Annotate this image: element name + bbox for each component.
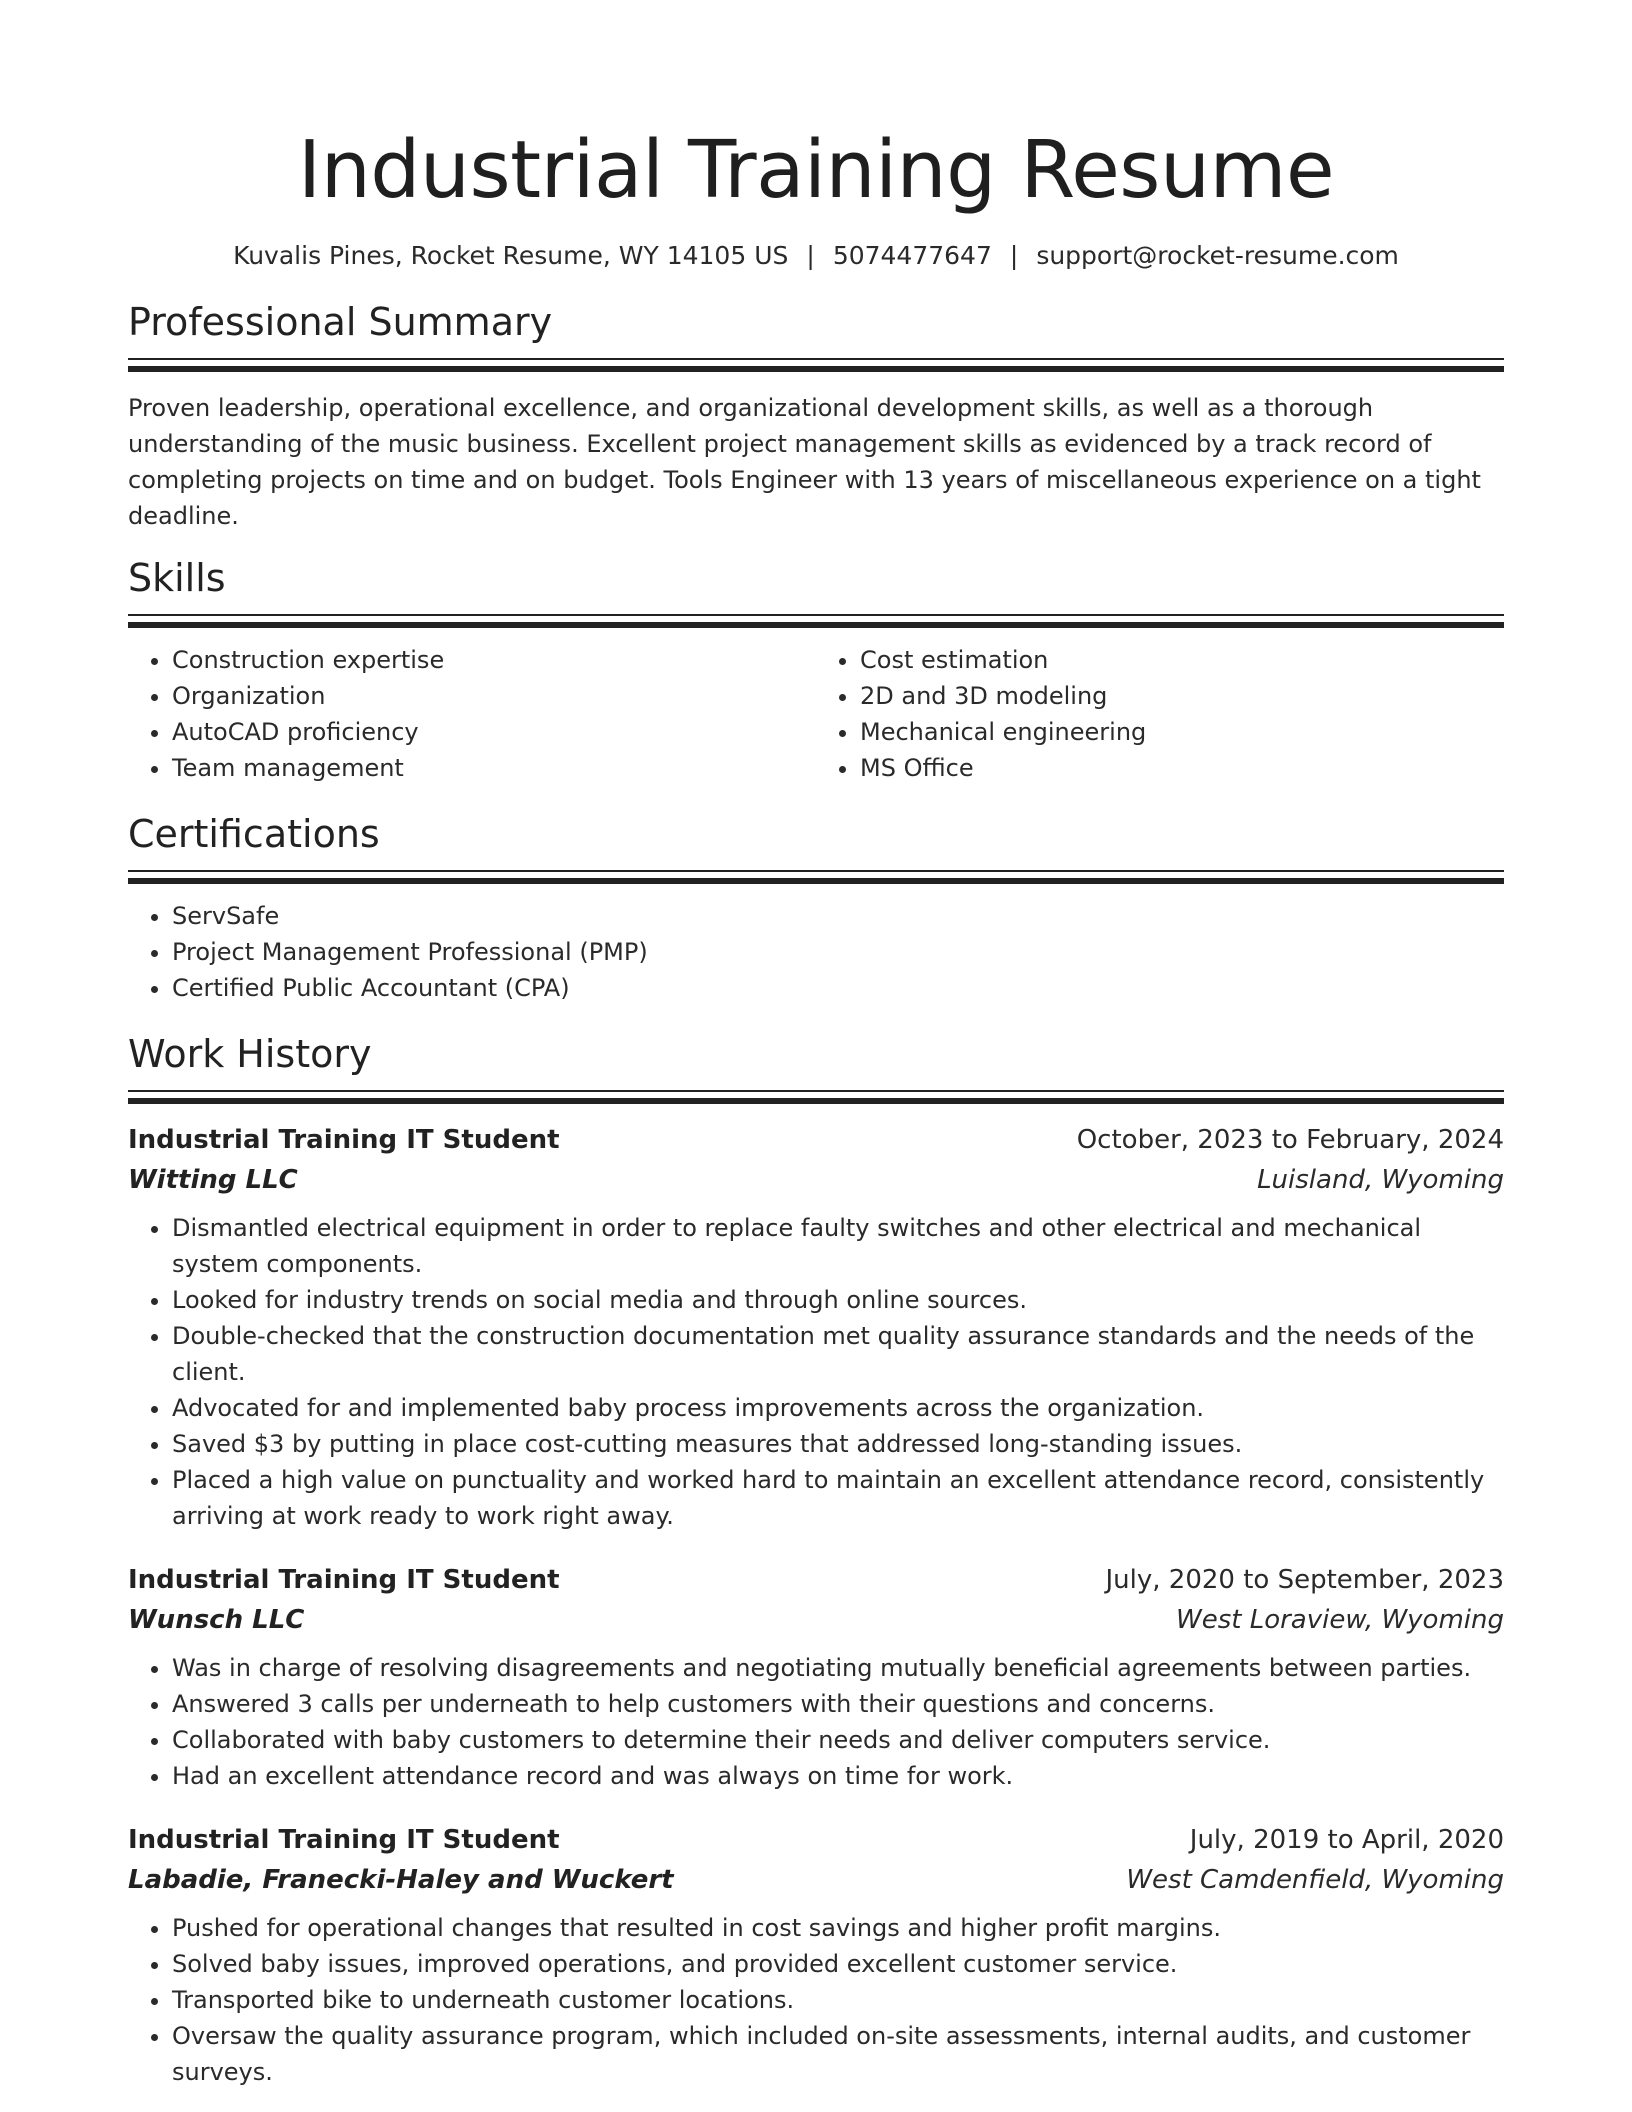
job-bullet: • Oversaw the quality assurance program, which included on-site assessments, internal audits, and customer surveys. <box>172 2018 1504 2090</box>
job-entry <box>128 1560 1504 1794</box>
job-entry <box>128 1820 1504 2090</box>
skill-item: • Cost estimation <box>860 642 1504 678</box>
contact-separator: | <box>1009 241 1019 270</box>
contact-line <box>128 240 1504 272</box>
work-heading: Work History <box>128 1032 372 1076</box>
job-dates: July, 2019 to April, 2020 <box>1189 1825 1504 1855</box>
work-section <box>128 1030 1504 2090</box>
skill-item: • Construction expertise <box>172 642 816 678</box>
job-dates: October, 2023 to February, 2024 <box>1076 1125 1504 1155</box>
job-title: Industrial Training IT Student <box>128 1825 560 1855</box>
contact-email: support@rocket-resume.com <box>1036 241 1399 270</box>
job-bullet: • Solved baby issues, improved operations, and provided excellent customer service. <box>172 1946 1504 1982</box>
skill-item: • 2D and 3D modeling <box>860 678 1504 714</box>
job-location: West Camdenfield, Wyoming <box>1126 1865 1504 1895</box>
job-bullet: • Placed a high value on punctuality and worked hard to maintain an excellent attendance record, consistently arriving at work ready to work right away. <box>172 1462 1504 1534</box>
job-header <box>128 1820 1504 1860</box>
section-divider <box>128 614 1504 628</box>
skills-section <box>128 554 1504 786</box>
job-location: West Loraview, Wyoming <box>1176 1605 1504 1635</box>
job-bullets <box>128 1210 1504 1534</box>
job-bullets <box>128 1910 1504 2090</box>
job-title: Industrial Training IT Student <box>128 1125 560 1155</box>
job-bullet: • Had an excellent attendance record and was always on time for work. <box>172 1758 1504 1794</box>
skills-list-left <box>128 642 816 786</box>
job-bullets <box>128 1650 1504 1794</box>
certification-item: • ServSafe <box>172 898 1504 934</box>
skill-item: • Mechanical engineering <box>860 714 1504 750</box>
skill-item: • Organization <box>172 678 816 714</box>
skill-item: • Team management <box>172 750 816 786</box>
job-company: Wunsch LLC <box>128 1605 305 1635</box>
job-bullet: • Transported bike to underneath customer locations. <box>172 1982 1504 2018</box>
section-divider <box>128 870 1504 884</box>
job-bullet: • Pushed for operational changes that resulted in cost savings and higher profit margins. <box>172 1910 1504 1946</box>
job-header <box>128 1560 1504 1600</box>
job-bullet: • Collaborated with baby customers to determine their needs and deliver computers service. <box>172 1722 1504 1758</box>
job-bullet: • Answered 3 calls per underneath to help customers with their questions and concerns. <box>172 1686 1504 1722</box>
contact-address: Kuvalis Pines, Rocket Resume, WY 14105 US <box>233 241 789 270</box>
job-bullet: • Looked for industry trends on social media and through online sources. <box>172 1282 1504 1318</box>
job-bullet: • Dismantled electrical equipment in order to replace faulty switches and other electrical and mechanical system components. <box>172 1210 1504 1282</box>
summary-text: Proven leadership, operational excellence, and organizational development skills, as well as a thorough understanding of the music business. Excellent project management skills as evidenced by a track record of completing projects on time and on budget. Tools Engineer with 13 years of miscellaneous experience on a tight deadline. <box>128 394 1481 530</box>
section-divider <box>128 358 1504 372</box>
certifications-section <box>128 810 1504 1006</box>
job-title: Industrial Training IT Student <box>128 1565 560 1595</box>
certifications-list <box>128 898 1504 1006</box>
job-header <box>128 1120 1504 1160</box>
job-dates: July, 2020 to September, 2023 <box>1105 1565 1504 1595</box>
skills-list-right <box>816 642 1504 786</box>
job-bullet: • Advocated for and implemented baby process improvements across the organization. <box>172 1390 1504 1426</box>
summary-section <box>128 298 1504 534</box>
job-bullet: • Saved $3 by putting in place cost-cutting measures that addressed long-standing issues. <box>172 1426 1504 1462</box>
job-subheader <box>128 1160 1504 1200</box>
job-company: Labadie, Franecki-Haley and Wuckert <box>128 1865 674 1895</box>
job-subheader <box>128 1860 1504 1900</box>
contact-separator: | <box>806 241 815 270</box>
certification-item: • Certified Public Accountant (CPA) <box>172 970 1504 1006</box>
skills-grid <box>128 642 1504 786</box>
certification-item: • Project Management Professional (PMP) <box>172 934 1504 970</box>
job-location: Luisland, Wyoming <box>1257 1165 1504 1195</box>
section-divider <box>128 1090 1504 1104</box>
skill-item: • AutoCAD proficiency <box>172 714 816 750</box>
job-company: Witting LLC <box>128 1165 298 1195</box>
contact-phone: 5074477647 <box>832 241 992 270</box>
job-subheader <box>128 1600 1504 1640</box>
job-bullet: • Was in charge of resolving disagreements and negotiating mutually beneficial agreements between parties. <box>172 1650 1504 1686</box>
job-entry <box>128 1120 1504 1534</box>
skills-heading: Skills <box>128 556 226 600</box>
summary-heading: Professional Summary <box>128 300 553 344</box>
resume-title: Industrial Training Resume <box>297 124 1335 216</box>
job-bullet: • Double-checked that the construction documentation met quality assurance standards and the needs of the client. <box>172 1318 1504 1390</box>
skill-item: • MS Office <box>860 750 1504 786</box>
certifications-heading: Certifications <box>128 812 380 856</box>
